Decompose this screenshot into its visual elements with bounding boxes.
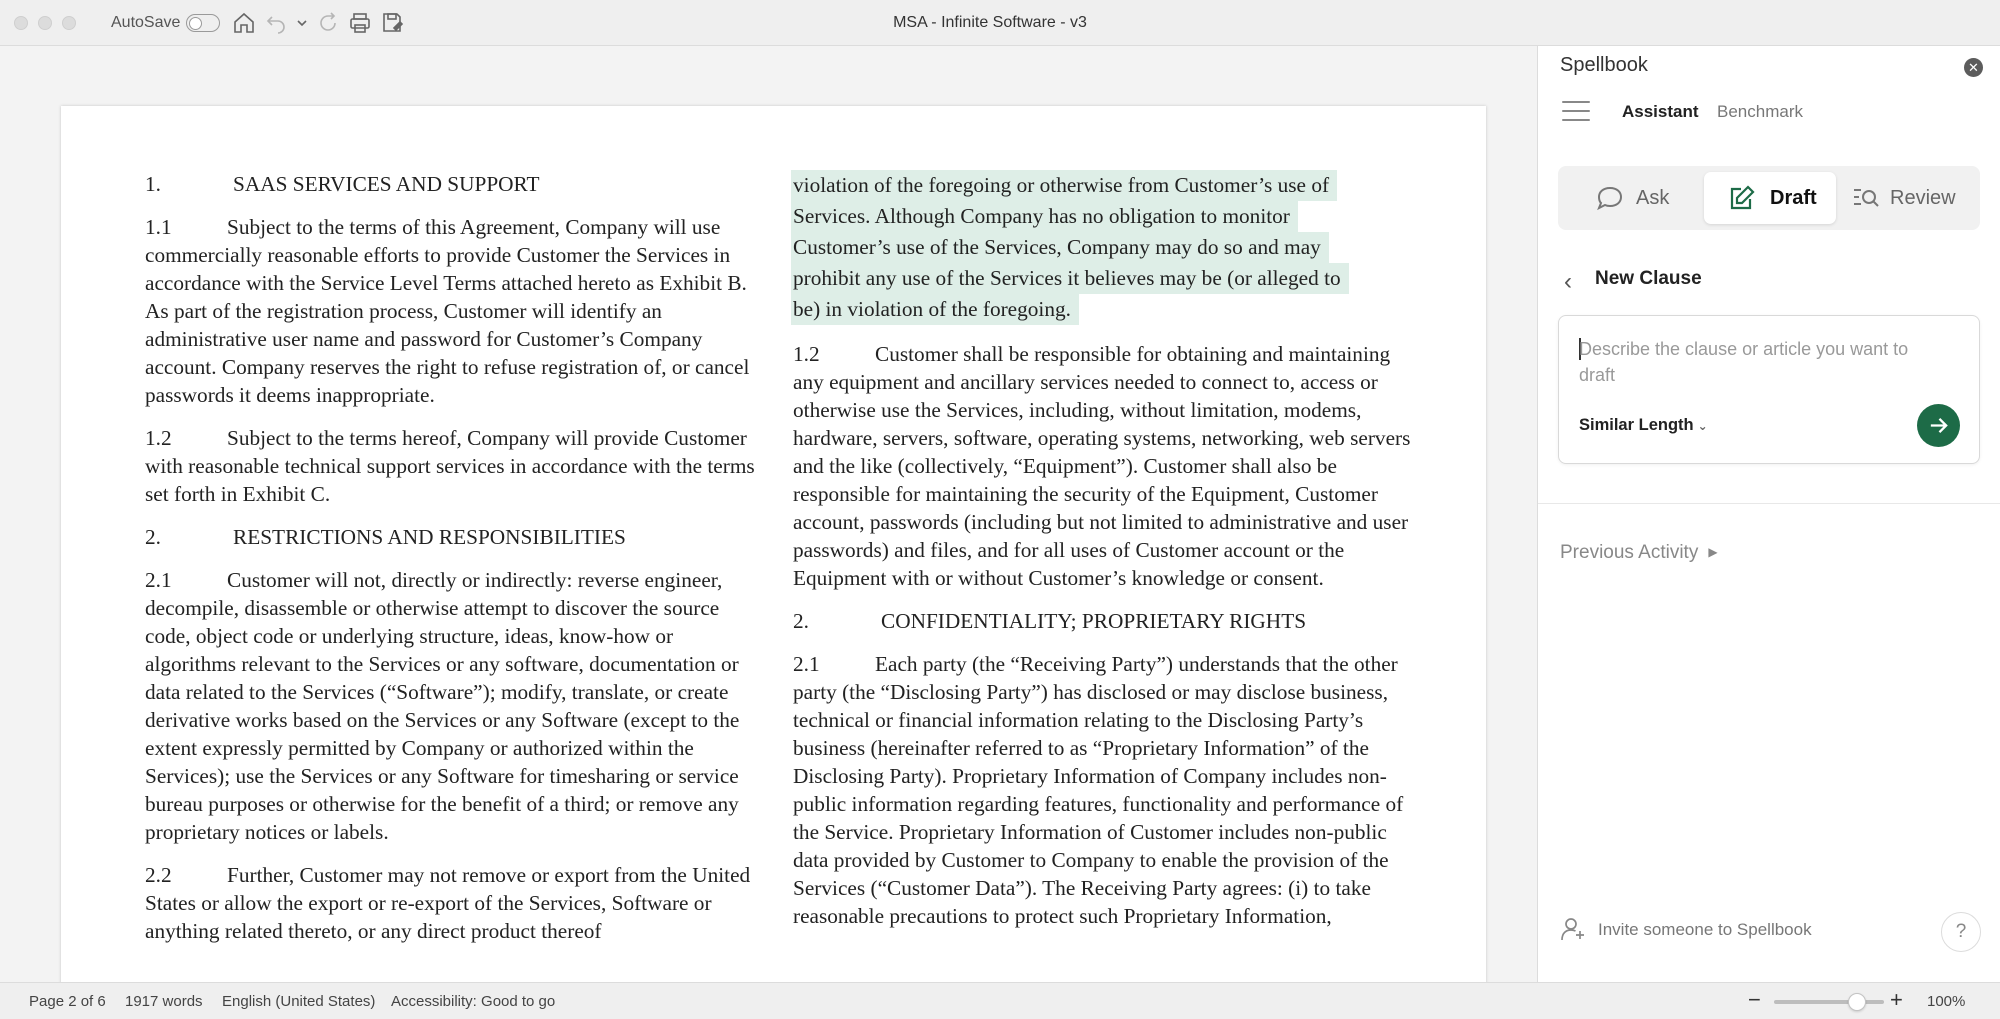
zoom-out-button[interactable]: − xyxy=(1748,987,1761,1012)
title-bar xyxy=(0,0,2000,46)
highlighted-line: prohibit any use of the Services it believes may be (or alleged to xyxy=(791,263,1349,294)
spellbook-panel xyxy=(1537,46,2000,982)
invite-link[interactable] xyxy=(1560,920,1812,940)
panel-title: Spellbook xyxy=(1560,54,1648,76)
add-user-icon xyxy=(1560,916,1586,942)
zoom-level[interactable]: 100% xyxy=(1927,993,1966,1010)
mode-ask-button[interactable] xyxy=(1564,172,1704,224)
previous-activity-toggle[interactable] xyxy=(1560,542,1718,564)
new-clause-title: New Clause xyxy=(1595,268,1702,289)
clause-description-input[interactable] xyxy=(1579,336,1924,392)
mode-review-label: Review xyxy=(1890,187,1956,209)
chevron-down-icon: ⌄ xyxy=(1697,419,1708,433)
clause-number: 2.2 xyxy=(145,863,172,887)
clause-number: 1.1 xyxy=(145,215,172,239)
window-title: MSA - Infinite Software - v3 xyxy=(893,14,1087,31)
clause-text: Each party (the “Receiving Party”) understands that the other party (the “Disclosing Party”) has disclosed or may disclose business, technical or financial information relating to the Disclosing Party’s business (hereinafter referred to as “Proprietary Information” of the Disclosing Party). Proprietary Information of Company includes non-public information regarding features, functionality and performance of the Service. Proprietary Information of Customer includes non-public data provided by Customer to Company to enable the provision of the Services (“Customer Data”). The Receiving Party agrees: (i) to take reasonable precautions to protect such Proprietary Information, xyxy=(793,652,1404,928)
status-bar xyxy=(0,982,2000,1019)
clause-paragraph[interactable] xyxy=(793,340,1413,592)
highlighted-selection[interactable] xyxy=(793,170,1413,325)
highlighted-line: be) in violation of the foregoing. xyxy=(791,294,1079,325)
clause-text: Customer shall be responsible for obtaining and maintaining any equipment and ancillary services needed to connect to, access or otherwise use the Services, including, without limitation, modems, hardware, servers, software, operating systems, networking, web servers and the like (collectively, “Equipment”). Customer shall also be responsible for maintaining the security of the Equipment, Customer account, passwords (including but not limited to administrative and user passwords) and files, and for all uses of Customer account or the Equipment with or without Customer’s knowledge or consent. xyxy=(793,342,1411,590)
clause-text: Subject to the terms of this Agreement, Company will use commercially reasonable efforts to provide Customer the Services in accordance with the Service Level Terms attached hereto as Exhibit B. As part of the registration process, Customer will identify an administrative user name and password for Customer’s Company account. Company reserves the right to refuse registration of, or cancel passwords it deems inappropriate. xyxy=(145,215,750,407)
clause-paragraph[interactable] xyxy=(145,861,755,945)
section-heading-text: RESTRICTIONS AND RESPONSIBILITIES xyxy=(233,525,626,549)
mode-ask-label: Ask xyxy=(1636,187,1670,209)
chat-bubble-icon xyxy=(1596,185,1624,211)
section-heading-text: CONFIDENTIALITY; PROPRIETARY RIGHTS xyxy=(881,609,1307,633)
clause-paragraph[interactable] xyxy=(145,424,755,508)
autosave-label: AutoSave xyxy=(111,14,181,31)
section-heading[interactable] xyxy=(145,523,755,551)
clause-paragraph[interactable] xyxy=(145,213,755,409)
mode-draft-button[interactable] xyxy=(1704,172,1836,224)
mode-review-button[interactable] xyxy=(1838,172,1978,224)
accessibility-status[interactable]: Accessibility: Good to go xyxy=(391,993,556,1010)
review-icon xyxy=(1852,185,1880,211)
document-right-column[interactable] xyxy=(793,170,1413,945)
document-page[interactable] xyxy=(61,106,1486,982)
clause-number: 1. xyxy=(145,172,161,196)
section-heading-text: SAAS SERVICES AND SUPPORT xyxy=(233,172,540,196)
document-canvas[interactable] xyxy=(0,46,1537,982)
panel-divider xyxy=(1538,503,2000,504)
section-heading[interactable] xyxy=(793,607,1413,635)
length-select-value: Similar Length xyxy=(1579,416,1694,434)
clause-text: Subject to the terms hereof, Company will provide Customer with reasonable technical support services in accordance with the terms set forth in Exhibit C. xyxy=(145,426,755,506)
invite-label: Invite someone to Spellbook xyxy=(1598,920,1812,939)
zoom-slider-thumb[interactable] xyxy=(1848,993,1866,1011)
chevron-left-icon[interactable]: ‹ xyxy=(1564,268,1572,295)
help-button[interactable]: ? xyxy=(1941,912,1981,952)
clause-number: 2. xyxy=(793,609,809,633)
edit-icon xyxy=(1728,185,1756,211)
length-select[interactable] xyxy=(1579,416,1708,435)
highlighted-line: Services. Although Company has no obligation to monitor xyxy=(791,201,1298,232)
clause-paragraph[interactable] xyxy=(793,650,1413,930)
zoom-slider-track[interactable] xyxy=(1774,1000,1884,1004)
close-icon[interactable]: ✕ xyxy=(1964,58,1983,77)
section-heading[interactable] xyxy=(145,170,755,198)
triangle-right-icon: ▶ xyxy=(1708,545,1718,559)
highlighted-line: violation of the foregoing or otherwise from Customer’s use of xyxy=(791,170,1337,201)
mode-selector xyxy=(1558,166,1980,230)
clause-paragraph[interactable] xyxy=(145,566,755,846)
clause-number: 2.1 xyxy=(793,652,820,676)
zoom-in-button[interactable]: + xyxy=(1890,987,1903,1012)
tab-assistant[interactable]: Assistant xyxy=(1622,102,1699,121)
draft-composer xyxy=(1558,315,1980,464)
previous-activity-label: Previous Activity xyxy=(1560,542,1699,563)
word-count[interactable]: 1917 words xyxy=(125,993,203,1010)
send-button[interactable] xyxy=(1917,404,1960,447)
mode-draft-label: Draft xyxy=(1770,187,1817,209)
clause-text: Further, Customer may not remove or export from the United States or allow the export or re-export of the Services, Software or anything related thereto, or any direct product thereof xyxy=(145,863,751,943)
tab-benchmark[interactable]: Benchmark xyxy=(1717,102,1803,121)
clause-number: 1.2 xyxy=(145,426,172,450)
language-indicator[interactable]: English (United States) xyxy=(222,993,376,1010)
page-count[interactable]: Page 2 of 6 xyxy=(29,993,106,1010)
highlighted-line: Customer’s use of the Services, Company may do so and may xyxy=(791,232,1329,263)
clause-number: 2. xyxy=(145,525,161,549)
clause-number: 1.2 xyxy=(793,342,820,366)
arrow-right-icon xyxy=(1927,414,1950,437)
menu-icon[interactable] xyxy=(1562,101,1590,123)
document-left-column[interactable] xyxy=(145,170,755,960)
clause-number: 2.1 xyxy=(145,568,172,592)
clause-text: Customer will not, directly or indirectly: reverse engineer, decompile, disassemble or otherwise attempt to discover the source code, object code or underlying structure, ideas, know-how or algorithms relevant to the Services or any software, documentation or data related to the Services (“Software”); modify, translate, or create derivative works based on the Services or any Software (except to the extent expressly permitted by Company or authorized within the Services); use the Services or any Software for timesharing or service bureau purposes or otherwise for the benefit of a third; or remove any proprietary notices or labels. xyxy=(145,568,740,844)
